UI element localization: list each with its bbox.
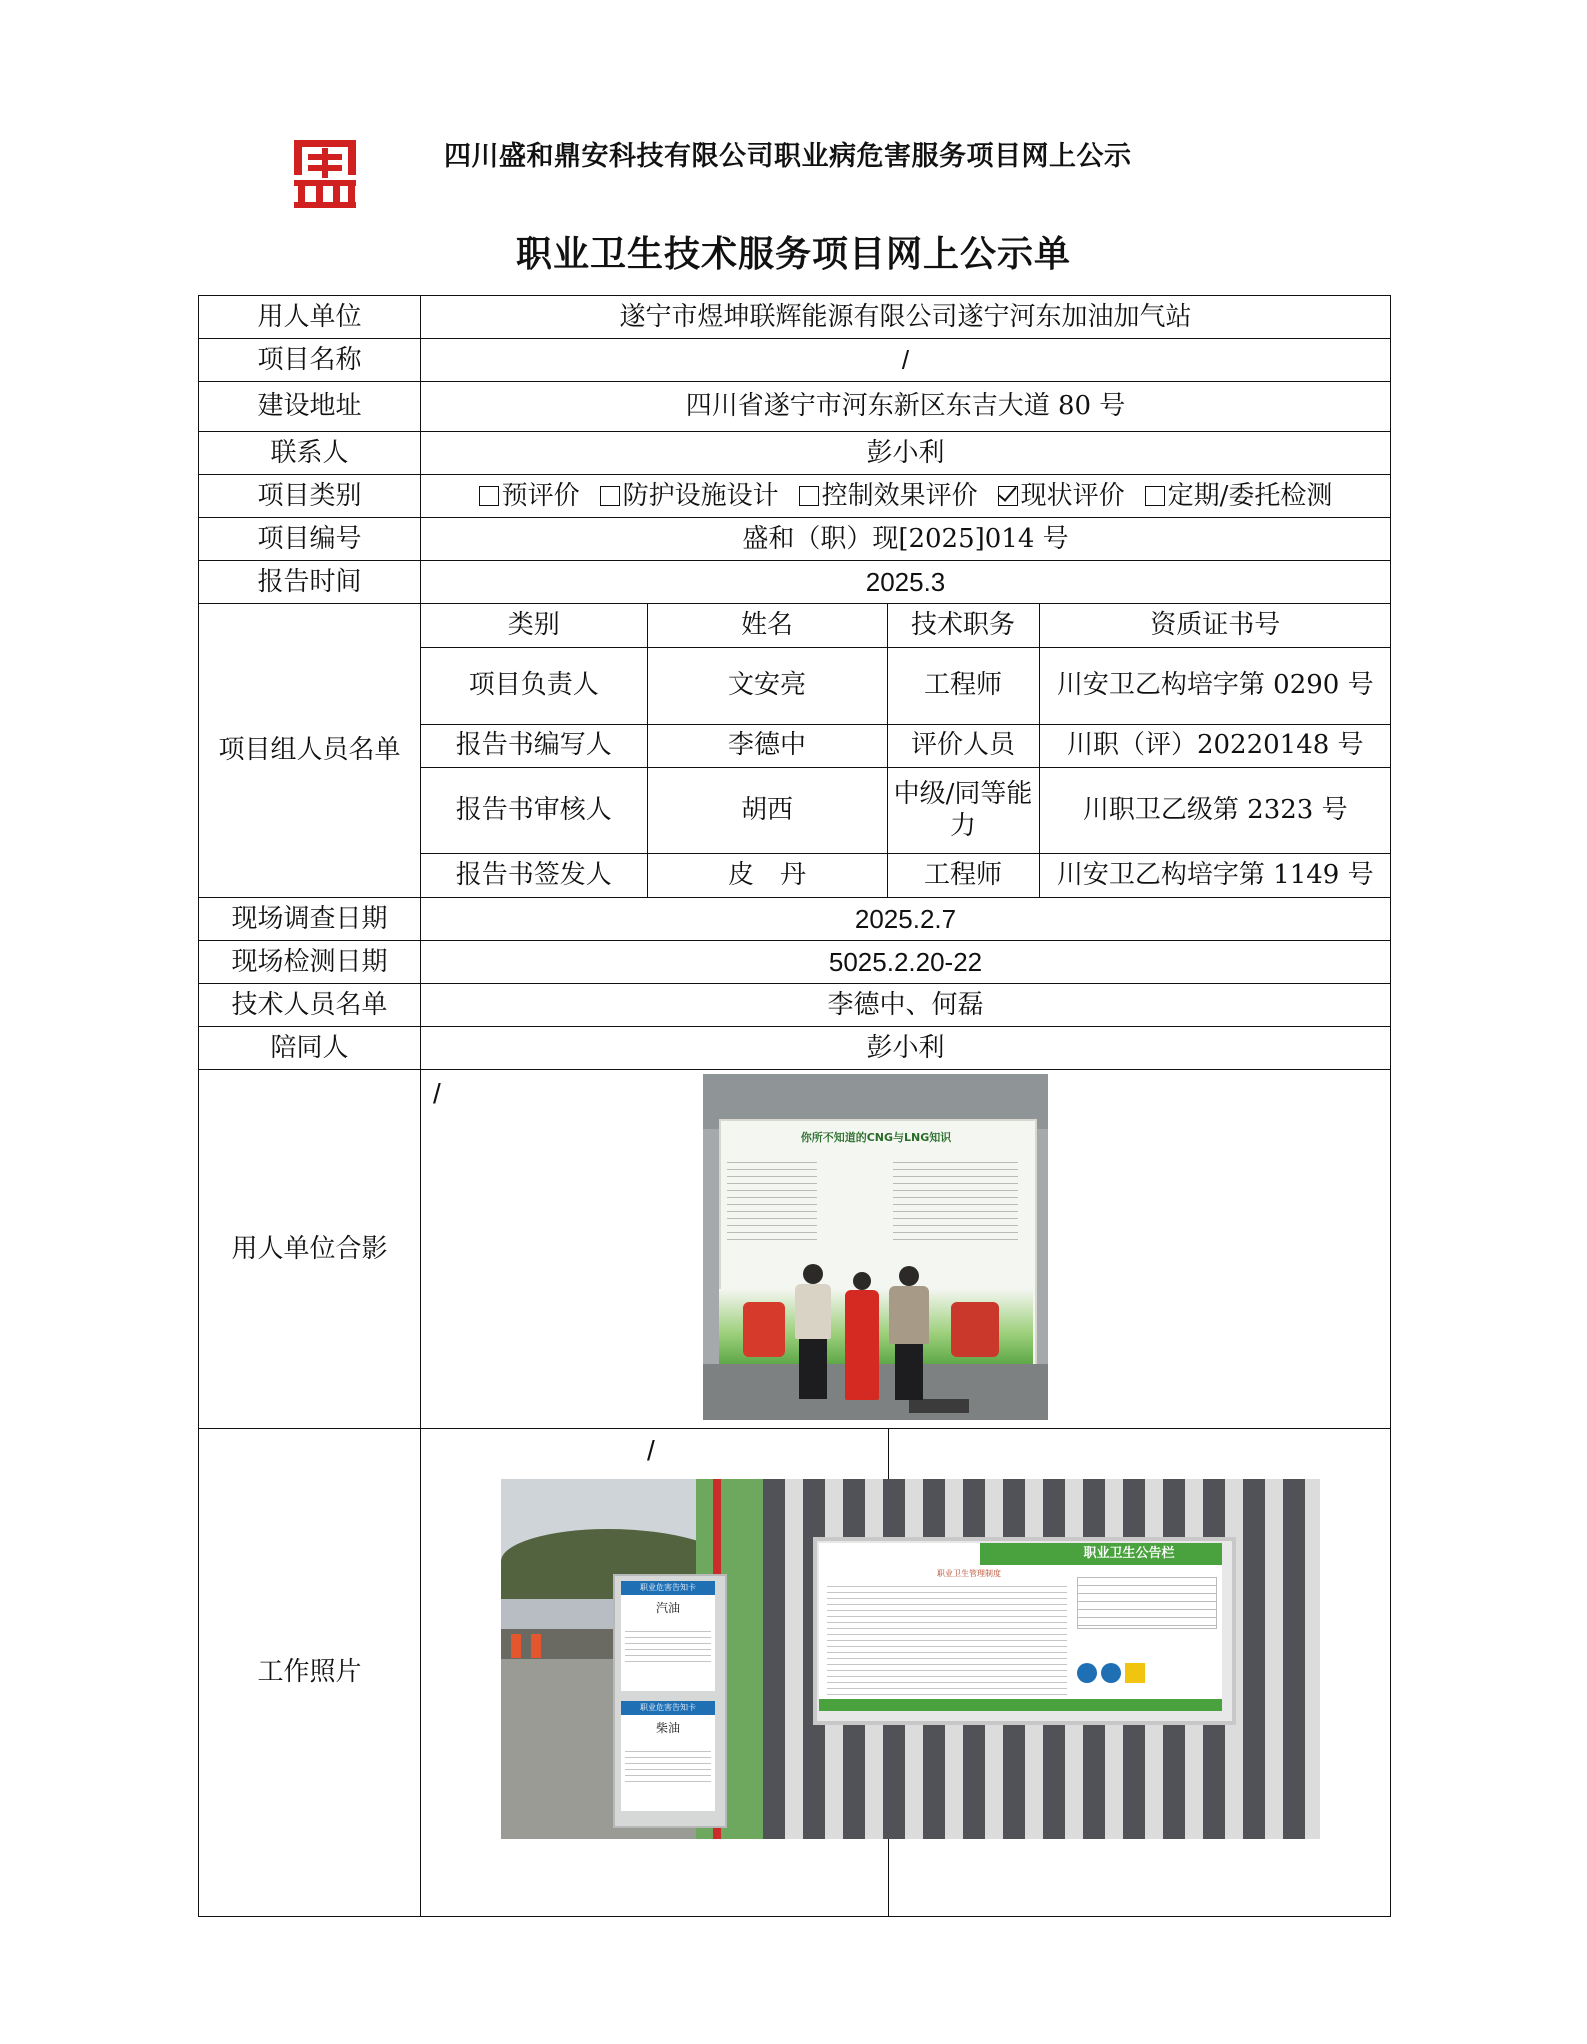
contact-value: 彭小利 [421,432,1391,475]
row-work-photos [199,1429,1391,1917]
board-title: 职业卫生公告栏 [1083,1546,1175,1561]
group-photo [703,1074,1048,1420]
checkbox-icon[interactable] [479,486,499,506]
checkbox-icon[interactable] [799,486,819,506]
category-option[interactable]: 定期/委托检测 [1145,481,1333,511]
board-subtitle: 职业卫生管理制度 [937,1569,1001,1578]
notice-form-table [198,295,1391,1917]
survey-date-label: 现场调查日期 [199,898,421,941]
team-cell: 川安卫乙构培字第 1149 号 [1039,853,1391,897]
card-title: 职业危害告知卡 [621,1701,715,1715]
card-diesel: 柴油 [655,1721,680,1735]
team-cell: 报告书审核人 [421,767,647,853]
employer-value: 遂宁市煜坤联辉能源有限公司遂宁河东加油加气站 [421,296,1391,339]
team-cell: 胡西 [647,767,887,853]
category-label: 项目类别 [199,475,421,518]
category-option[interactable]: 现状评价 [998,481,1125,511]
team-cell: 李德中 [647,724,887,767]
card-gasoline: 汽油 [655,1601,680,1615]
team-header: 资质证书号 [1039,604,1391,647]
group-photo-label: 用人单位合影 [199,1070,421,1429]
report-time-value: 2025.3 [421,561,1391,604]
contact-label: 联系人 [199,432,421,475]
address-label: 建设地址 [199,382,421,432]
team-header: 姓名 [647,604,887,647]
escort-value: 彭小利 [421,1027,1391,1070]
team-cell: 评价人员 [887,724,1039,767]
table-row [421,853,1391,897]
company-logo-icon [286,134,364,212]
report-time-label: 报告时间 [199,561,421,604]
page-title: 职业卫生技术服务项目网上公示单 [515,233,1071,275]
team-label: 项目组人员名单 [199,604,421,898]
row-project-name [199,339,1391,382]
team-cell: 项目负责人 [421,647,647,724]
team-cell: 文安亮 [647,647,887,724]
card-title: 职业危害告知卡 [621,1581,715,1595]
row-project-no [199,518,1391,561]
work-photos-label: 工作照片 [199,1429,421,1917]
work-photo-board [763,1479,1320,1839]
row-group-photo [199,1070,1391,1429]
team-table [421,604,1391,897]
company-notice-heading: 四川盛和鼎安科技有限公司职业病危害服务项目网上公示 [444,141,1132,172]
work-photo-station [501,1479,766,1839]
team-cell: 中级/同等能力 [887,767,1039,853]
category-option[interactable]: 防护设施设计 [600,481,779,511]
address-value: 四川省遂宁市河东新区东吉大道 80 号 [421,382,1391,432]
escort-label: 陪同人 [199,1027,421,1070]
team-cell: 工程师 [887,647,1039,724]
team-cell: 皮 丹 [647,853,887,897]
team-cell: 川职卫乙级第 2323 号 [1039,767,1391,853]
team-cell: 工程师 [887,853,1039,897]
project-no-value: 盛和（职）现[2025]014 号 [421,518,1391,561]
table-row [421,724,1391,767]
project-name-label: 项目名称 [199,339,421,382]
checkbox-icon[interactable] [1145,486,1165,506]
survey-date-value: 2025.2.7 [421,898,1391,941]
table-row [421,767,1391,853]
category-options [421,475,1391,518]
row-address [199,382,1391,432]
team-header: 技术职务 [887,604,1039,647]
poster-title: 你所不知道的CNG与LNG知识 [800,1131,952,1144]
checkbox-icon[interactable] [600,486,620,506]
team-cell: 川职（评）20220148 号 [1039,724,1391,767]
team-cell: 川安卫乙构培字第 0290 号 [1039,647,1391,724]
category-option[interactable]: 控制效果评价 [799,481,978,511]
technicians-label: 技术人员名单 [199,984,421,1027]
team-cell: 报告书编写人 [421,724,647,767]
row-contact [199,432,1391,475]
row-test-date [199,941,1391,984]
project-no-label: 项目编号 [199,518,421,561]
team-header-row [421,604,1391,647]
team-cell: 报告书签发人 [421,853,647,897]
row-category [199,475,1391,518]
category-option[interactable]: 预评价 [479,481,580,511]
test-date-label: 现场检测日期 [199,941,421,984]
row-report-time [199,561,1391,604]
row-survey-date [199,898,1391,941]
work-photos-slash: / [647,1435,655,1466]
table-row [421,647,1391,724]
test-date-value: 5025.2.20-22 [421,941,1391,984]
row-technicians [199,984,1391,1027]
project-name-value: / [421,339,1391,382]
team-header: 类别 [421,604,647,647]
technicians-value: 李德中、何磊 [421,984,1391,1027]
group-photo-slash: / [433,1078,441,1109]
row-team [199,604,1391,898]
row-employer [199,296,1391,339]
row-escort [199,1027,1391,1070]
checkbox-checked-icon[interactable] [998,486,1018,506]
employer-label: 用人单位 [199,296,421,339]
